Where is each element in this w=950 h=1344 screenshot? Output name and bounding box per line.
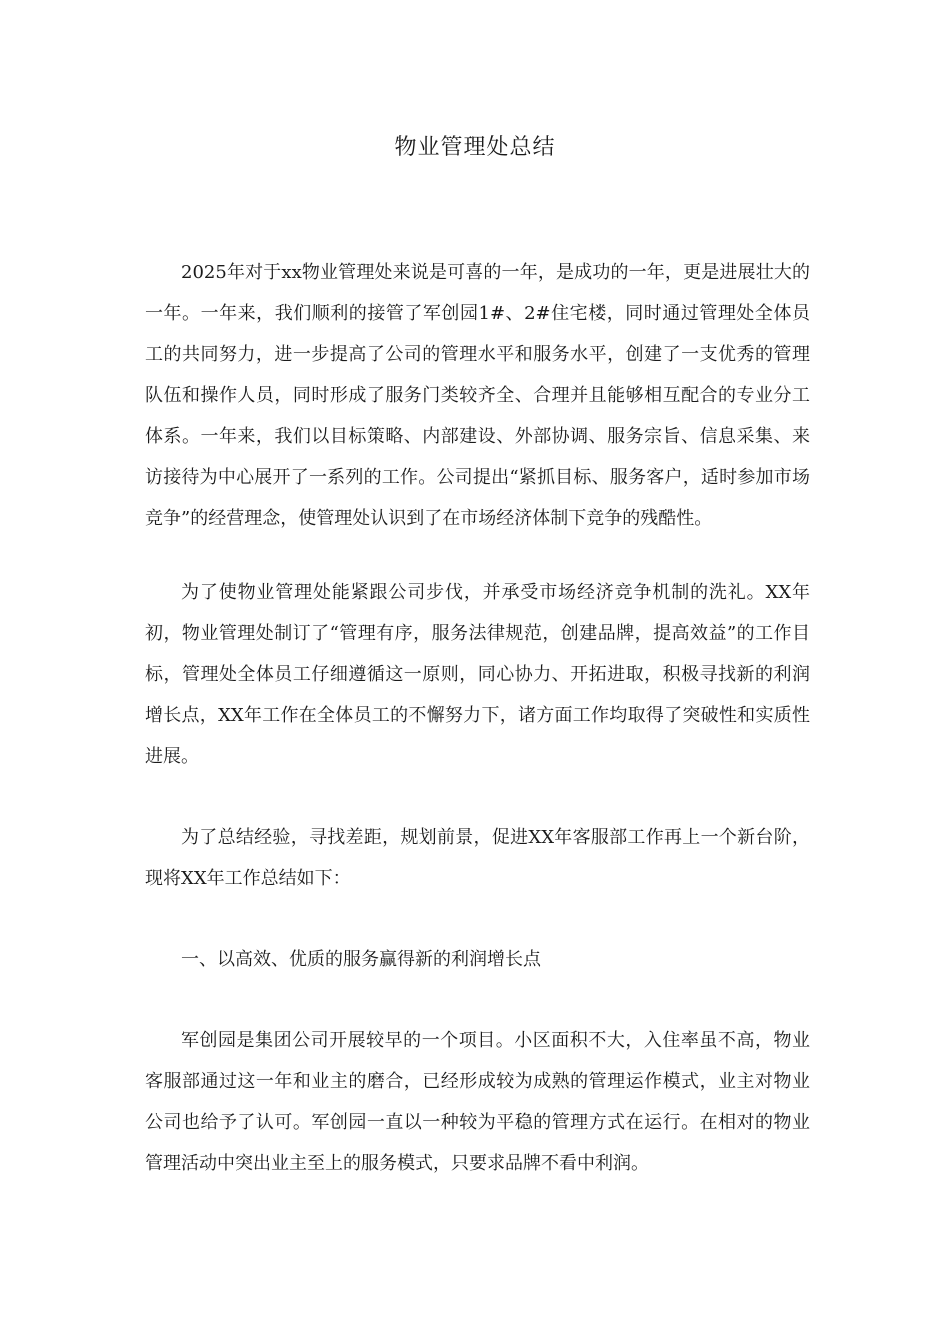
paragraph-intro: 2025年对于xx物业管理处来说是可喜的一年，是成功的一年，更是进展壮大的一年。一年来，我们顺利的接管了军创园1#、2#住宅楼，同时通过管理处全体员工的共同努力，进一步提高了公司的管理水平和服务水平，创建了一支优秀的管理队伍和操作人员，同时形成了服务门类较齐全、合理并且能够相互配合的专业分工体系。一年来，我们以目标策略、内部建设、外部协调、服务宗旨、信息采集、来访接待为中心展开了一系列的工作。公司提出“紧抓目标、服务客户，适时参加市场竞争”的经营理念，使管理处认识到了在市场经济体制下竞争的残酷性。: [145, 262, 810, 529]
paragraph-goals: 为了使物业管理处能紧跟公司步伐，并承受市场经济竞争机制的洗礼。XX年初，物业管理处制订了“管理有序，服务法律规范，创建品牌，提高效益”的工作目标，管理处全体员工仔细遵循这一原则，同心协力、开拓进取，积极寻找新的利润增长点，XX年工作在全体员工的不懈努力下，诸方面工作均取得了突破性和实质性进展。: [145, 582, 810, 767]
paragraph-spacer: [145, 980, 810, 1020]
document-body: [145, 252, 810, 1184]
section-heading-1: 一、以高效、优质的服务赢得新的利润增长点: [181, 949, 541, 970]
paragraph-spacer: [145, 539, 810, 572]
paragraph-summary-lead: 为了总结经验，寻找差距，规划前景，促进XX年客服部工作再上一个新台阶，现将XX年工作总结如下：: [145, 827, 810, 889]
paragraph-spacer: [145, 777, 810, 817]
paragraph-spacer: [145, 899, 810, 939]
document-title: 物业管理处总结: [394, 135, 556, 160]
paragraph-juncaiyuan: 军创园是集团公司开展较早的一个项目。小区面积不大，入住率虽不高，物业客服部通过这一年和业主的磨合，已经形成较为成熟的管理运作模式，业主对物业公司也给予了认可。军创园一直以一种较为平稳的管理方式在运行。在相对的物业管理活动中突出业主至上的服务模式，只要求品牌不看中利润。: [145, 1030, 810, 1174]
